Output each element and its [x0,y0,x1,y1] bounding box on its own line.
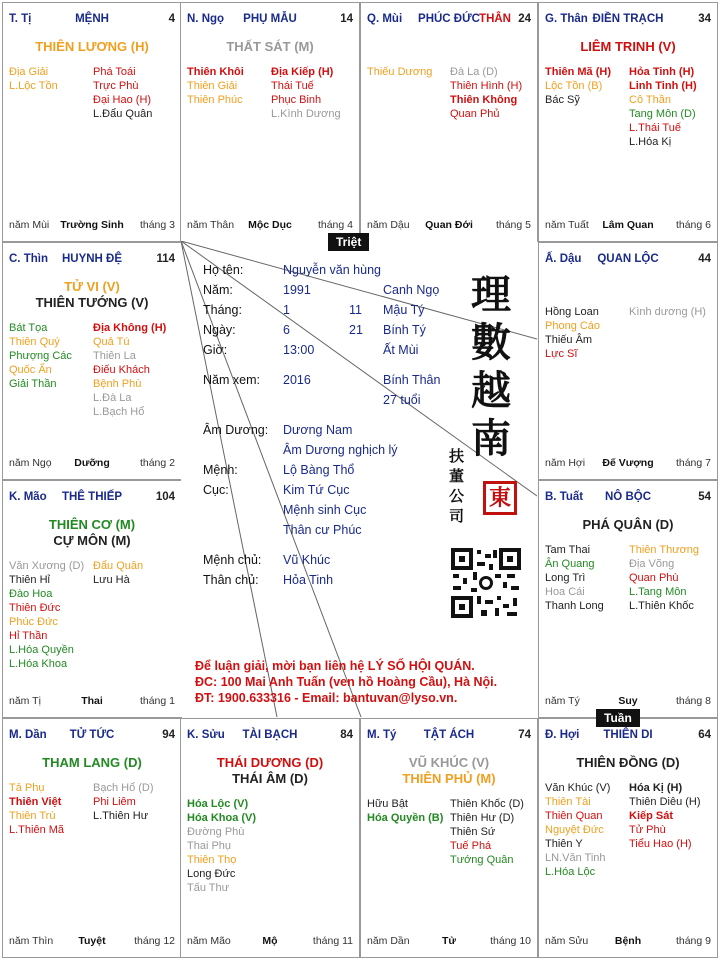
palace-11 [360,718,538,958]
month-value: 1 [283,303,290,317]
than-marker: THÂN [479,13,511,25]
footer-year: năm Thân [187,219,235,231]
minor-star: Trực Phù [93,80,139,92]
footer-year: năm Mão [187,935,231,947]
minor-star: Quốc Ấn [9,364,52,376]
hour-value: 13:00 [283,343,315,357]
palace-position: C. Thìn [9,253,48,265]
minor-star: Lực Sĩ [545,348,578,360]
contact-line-2: ĐC: 100 Mai Anh Tuấn (ven hồ Hoàng Cầu), Hà Nội. [195,675,498,689]
minor-star: Hỏa Tinh (H) [629,66,695,78]
minor-stars-right [450,797,524,867]
footer-phase: Lâm Quan [602,219,654,231]
footer-month: tháng 4 [317,219,353,231]
minor-star: L.Đà La [93,392,132,404]
palace-position: T. Tị [9,13,32,25]
minor-star: L.Tang Môn [629,586,687,598]
palace-name: PHÚC ĐỨC [418,13,480,25]
palace-12 [538,718,718,958]
palace-number: 34 [698,13,711,25]
main-star: VŨ KHÚC (V) [408,755,490,770]
minor-star: L.Thái Tuế [629,122,681,134]
minor-star: Quan Phù [629,572,679,584]
name-value: Nguyễn văn hùng [283,263,381,277]
minor-stars-left [545,65,611,107]
minor-star: Bạch Hổ (D) [93,782,154,794]
footer-month: tháng 3 [139,219,175,231]
minor-star: Đẩu Quân [93,560,144,572]
hour-label: Giờ: [203,343,228,357]
minor-star: Địa Không (H) [93,322,167,334]
palace-number: 84 [340,729,353,741]
footer-phase: Dưỡng [74,457,110,469]
minor-star: Thiên Khốc (D) [450,798,524,810]
minor-star: Long Đức [187,868,236,880]
minor-star: Đại Hao (H) [93,94,152,106]
than-position: Thân cư Phúc [283,523,362,537]
amduong-label: Âm Dương: [203,423,269,437]
minor-stars-left [545,305,600,361]
year-value: 1991 [283,283,311,297]
footer-phase: Tuyệt [78,935,106,947]
minor-star: Thiên Thọ [187,854,237,866]
minor-star: Lộc Tồn (B) [545,80,603,92]
minor-star: Thiên Việt [9,796,62,808]
main-star: THIÊN CƠ (M) [48,517,136,532]
palace-number: 74 [518,729,531,741]
palace-footer [367,935,531,949]
cuc-value: Kim Tứ Cục [283,483,350,497]
palace-footer [9,695,175,709]
minor-star: Thiên Không [450,94,518,106]
minor-star: L.Hóa Kị [629,136,672,148]
main-star: THIÊN TƯỚNG (V) [35,295,149,310]
minor-star: Thiên Quan [545,810,603,822]
footer-year: năm Hợi [545,457,586,469]
palace-position: M. Dần [9,729,47,741]
footer-phase: Tử [441,935,457,947]
footer-year: năm Tuất [545,219,589,231]
minor-star: Phong Cáo [545,320,601,332]
year-canchi: Canh Ngọ [383,283,440,297]
minor-star: L.Hóa Lộc [545,866,596,878]
palace-8 [538,480,718,718]
minor-star: Lưu Hà [93,574,130,586]
menhchu-label: Mệnh chủ: [203,553,262,567]
minor-star: Thiên Sứ [450,826,496,838]
palace-1 [2,2,182,242]
minor-star: Phi Liêm [93,796,136,808]
main-star: THIÊN PHỦ (M) [402,771,496,786]
palace-name: HUYNH ĐỆ [61,253,123,265]
footer-month: tháng 6 [675,219,711,231]
minor-star: Hữu Bật [367,798,408,810]
minor-star: Tang Môn (D) [629,108,696,120]
minor-stars-left [545,543,604,613]
palace-3 [360,2,538,242]
minor-star: Địa Kiếp (H) [271,66,334,78]
footer-year: năm Dậu [367,219,410,231]
palace-number: 4 [168,13,175,25]
tuan-tag: Tuần [596,709,640,727]
month-lunar: 11 [349,303,362,317]
minor-star: Thiên Thương [629,544,700,556]
palace-name: NÔ BỘC [605,491,651,503]
palace-footer [9,457,175,471]
footer-year: năm Ngọ [9,457,52,469]
minor-star: Kình dương (H) [629,306,706,318]
minor-star: Tướng Quân [450,854,514,866]
hour-canchi: Ất Mùi [383,343,419,357]
minor-stars-right [93,559,143,587]
minor-star: Thiên Y [545,838,583,850]
palace-name: TỬ TỨC [69,729,115,741]
main-star: THAM LANG (D) [42,755,142,770]
palace-position: K. Mão [9,491,47,503]
palace-number: 24 [518,13,531,25]
main-star: TỬ VI (V) [64,279,120,294]
center-info-panel [181,241,537,717]
minor-stars-left [9,781,64,837]
palace-position: Đ. Hợi [545,729,580,741]
minor-star: Hỉ Thần [9,630,48,642]
minor-star: Giải Thần [9,378,57,390]
footer-month: tháng 11 [312,935,353,947]
cuc-relation: Mệnh sinh Cục [283,503,367,517]
minor-stars-right [93,321,166,419]
palace-number: 54 [698,491,711,503]
minor-star: Hóa Kị (H) [629,782,683,794]
amduong-relation: Âm Dương nghịch lý [283,443,398,457]
view-year-value: 2016 [283,373,311,387]
minor-stars-left [187,797,256,895]
minor-star: Thai Phụ [187,840,232,852]
palace-name: MỆNH [75,13,109,25]
minor-star: Tử Phù [629,824,666,836]
footer-year: năm Mùi [9,219,50,231]
palace-2 [180,2,360,242]
menh-value: Lộ Bàng Thổ [283,463,355,477]
footer-month: tháng 8 [675,695,711,707]
age-value: 27 tuổi [383,393,421,407]
minor-star: Địa Võng [629,558,675,570]
palace-number: 64 [698,729,711,741]
palace-name: TÀI BẠCH [242,729,298,741]
minor-star: L.Đẩu Quân [93,108,153,120]
palace-name: QUAN LỘC [597,253,659,265]
footer-year: năm Tý [545,695,580,707]
minor-stars-left [187,65,244,107]
palace-5 [2,242,182,480]
minor-stars-left [367,65,432,79]
minor-stars-left [545,781,610,879]
footer-phase: Trường Sinh [60,219,124,231]
palace-position: N. Ngọ [187,13,225,25]
footer-year: năm Thìn [9,935,54,947]
minor-star: Thiên Trù [9,810,56,822]
minor-star: Thiên Quý [9,336,60,348]
thanchu-value: Hỏa Tinh [283,573,334,587]
minor-star: Đào Hoa [9,588,53,600]
minor-star: Phá Toái [93,66,136,78]
footer-month: tháng 7 [675,457,711,469]
day-lunar: 21 [349,323,363,337]
minor-star: Thiên Giải [187,80,238,92]
minor-star: Thiên Phúc [187,94,243,106]
minor-star: LN.Văn Tinh [545,852,606,864]
footer-month: tháng 10 [490,935,531,947]
minor-star: Thiên Hỉ [9,574,50,586]
minor-star: Long Trì [545,572,586,584]
thanchu-label: Thân chủ: [203,573,259,587]
minor-star: Địa Giải [9,66,49,78]
minor-star: Tam Thai [545,544,591,556]
main-star: THIÊN ĐỒNG (D) [576,755,680,770]
minor-star: Phục Binh [271,94,322,106]
palace-footer [545,219,711,233]
minor-stars-right [629,543,699,613]
minor-star: L.Hóa Quyền [9,644,74,656]
footer-year: năm Tị [9,695,41,707]
footer-year: năm Dần [367,935,410,947]
minor-star: L.Hóa Khoa [9,658,68,670]
minor-star: L.Thiên Mã [9,824,65,836]
palace-position: K. Sửu [187,729,225,741]
month-label: Tháng: [203,303,242,317]
minor-star: L.Thiên Khốc [629,600,694,612]
minor-star: Quả Tú [93,336,130,348]
palace-number: 104 [155,491,175,503]
palace-number: 44 [698,253,711,265]
minor-star: Thiên La [93,350,136,362]
palace-7 [2,480,182,718]
palace-footer [545,695,711,709]
minor-star: Phúc Đức [9,616,58,628]
day-label: Ngày: [203,323,236,337]
view-year-canchi: Bính Thân [383,373,441,387]
amduong-value: Dương Nam [283,423,353,437]
minor-star: Nguyệt Đức [545,824,604,836]
minor-star: Ân Quang [545,558,595,570]
palace-position: G. Thân [545,13,588,25]
minor-star: Thiếu Dương [367,66,433,78]
minor-star: Thái Tuế [271,80,314,92]
calligraphy-big: 理 數 越 南 [471,271,511,462]
palace-10 [180,718,360,958]
minor-star: Tuế Phá [450,840,492,852]
palace-footer [545,457,711,471]
minor-star: Thiên Khôi [187,66,244,78]
minor-star: Cô Thần [629,94,671,106]
minor-star: Văn Xương (D) [9,560,85,572]
main-star: CỰ MÔN (M) [53,533,131,548]
calligraphy-small: 扶 董 公 司 [449,447,465,525]
year-label: Năm: [203,283,233,297]
minor-star: Bệnh Phù [93,378,142,390]
minor-stars-right [93,781,154,823]
minor-star: Tả Phụ [9,782,45,794]
minor-stars-left [367,797,443,825]
minor-star: Hóa Lộc (V) [187,798,249,810]
footer-phase: Bệnh [614,935,642,947]
palace-position: B. Tuất [545,491,584,503]
minor-star: Hồng Loan [545,306,599,318]
minor-star: L.Thiên Hư [93,810,149,822]
minor-star: Hóa Quyền (B) [367,812,444,824]
palace-name: THIÊN DI [603,729,653,741]
minor-star: Kiếp Sát [629,810,674,822]
main-star: LIÊM TRINH (V) [580,39,676,54]
minor-star: Tấu Thư [187,882,230,894]
minor-star: Quan Phủ [450,108,500,120]
name-label: Họ tên: [203,263,244,277]
palace-number: 114 [156,253,175,265]
palace-4 [538,2,718,242]
minor-star: Văn Khúc (V) [545,782,611,794]
minor-star: Thiên Hư (D) [450,812,515,824]
palace-6 [538,242,718,480]
minor-star: Phượng Các [9,350,72,362]
minor-star: L.Lộc Tồn [9,80,58,92]
footer-phase: Quan Đới [425,219,473,231]
qr-code-icon [451,548,521,618]
minor-star: Hoa Cái [545,586,585,598]
minor-stars-right [629,781,701,851]
footer-phase: Thai [81,695,103,707]
palace-9 [2,718,182,958]
footer-year: năm Sửu [545,935,589,947]
view-year-label: Năm xem: [203,373,260,387]
minor-stars-right [271,65,341,121]
palace-name: THÊ THIẾP [61,491,123,503]
footer-phase: Suy [618,695,638,707]
minor-stars-left [9,559,84,671]
main-star: THIÊN LƯƠNG (H) [35,39,149,54]
footer-month: tháng 9 [675,935,711,947]
palace-name: ĐIỀN TRẠCH [592,13,664,25]
minor-star: L.Kình Dương [271,108,341,120]
minor-stars-left [9,321,72,391]
palace-position: Q. Mùi [367,13,403,25]
minor-stars-right [629,65,697,149]
palace-name: TẬT ÁCH [423,729,475,741]
minor-star: Thiên Mã (H) [545,66,611,78]
triet-tag: Triệt [328,233,369,251]
minor-star: Tiểu Hao (H) [629,838,692,850]
menhchu-value: Vũ Khúc [283,553,331,567]
palace-footer [187,935,353,949]
minor-stars-right [93,65,152,121]
minor-stars-right [450,65,522,121]
day-canchi: Bính Tý [383,323,426,337]
menh-label: Mệnh: [203,463,238,477]
main-star: PHÁ QUÂN (D) [582,517,674,532]
footer-month: tháng 12 [134,935,175,947]
palace-footer [9,935,175,949]
contact-line-3: ĐT: 1900.633316 - Email: bantuvan@lyso.vn. [195,691,458,705]
footer-month: tháng 1 [139,695,175,707]
minor-star: Thiếu Âm [545,334,593,346]
palace-number: 14 [340,13,353,25]
palace-footer [9,219,175,233]
minor-star: Điếu Khách [93,364,150,376]
minor-star: Bát Tọa [9,322,48,334]
footer-phase: Đế Vượng [602,457,654,469]
minor-star: Thiên Đức [9,602,61,614]
contact-line-1: Để luận giải, mời bạn liên hệ LÝ SỐ HỘI QUÁN. [195,659,475,673]
palace-footer [545,935,711,949]
minor-star: Linh Tinh (H) [629,80,697,92]
footer-phase: Mộ [262,935,278,947]
month-canchi: Mậu Tý [383,303,425,317]
palace-footer [187,219,353,233]
palace-position: M. Tý [367,729,397,741]
main-star: THÁI ÂM (D) [232,771,308,786]
minor-star: Đường Phù [187,826,245,838]
minor-star: Thiên Tài [545,796,591,808]
minor-stars-left [9,65,58,93]
minor-star: Thiên Diêu (H) [629,796,701,808]
cuc-label: Cục: [203,483,229,497]
main-star: THÁI DƯƠNG (D) [216,755,324,770]
main-star: THẤT SÁT (M) [226,39,314,54]
footer-month: tháng 2 [139,457,175,469]
minor-star: Đà La (D) [450,66,498,78]
day-value: 6 [283,323,290,337]
minor-stars-right [629,305,706,319]
red-seal: 東 [483,481,517,515]
minor-star: Hóa Khoa (V) [187,812,257,824]
footer-month: tháng 5 [495,219,531,231]
minor-star: L.Bạch Hổ [93,406,145,418]
palace-footer [367,219,531,233]
minor-star: Bác Sỹ [545,94,580,106]
palace-position: Ấ. Dậu [545,253,582,265]
minor-star: Thiên Hình (H) [450,80,523,92]
palace-number: 94 [162,729,175,741]
palace-name: PHỤ MẪU [243,13,297,25]
minor-star: Thanh Long [545,600,604,612]
footer-phase: Mộc Dục [248,219,292,231]
